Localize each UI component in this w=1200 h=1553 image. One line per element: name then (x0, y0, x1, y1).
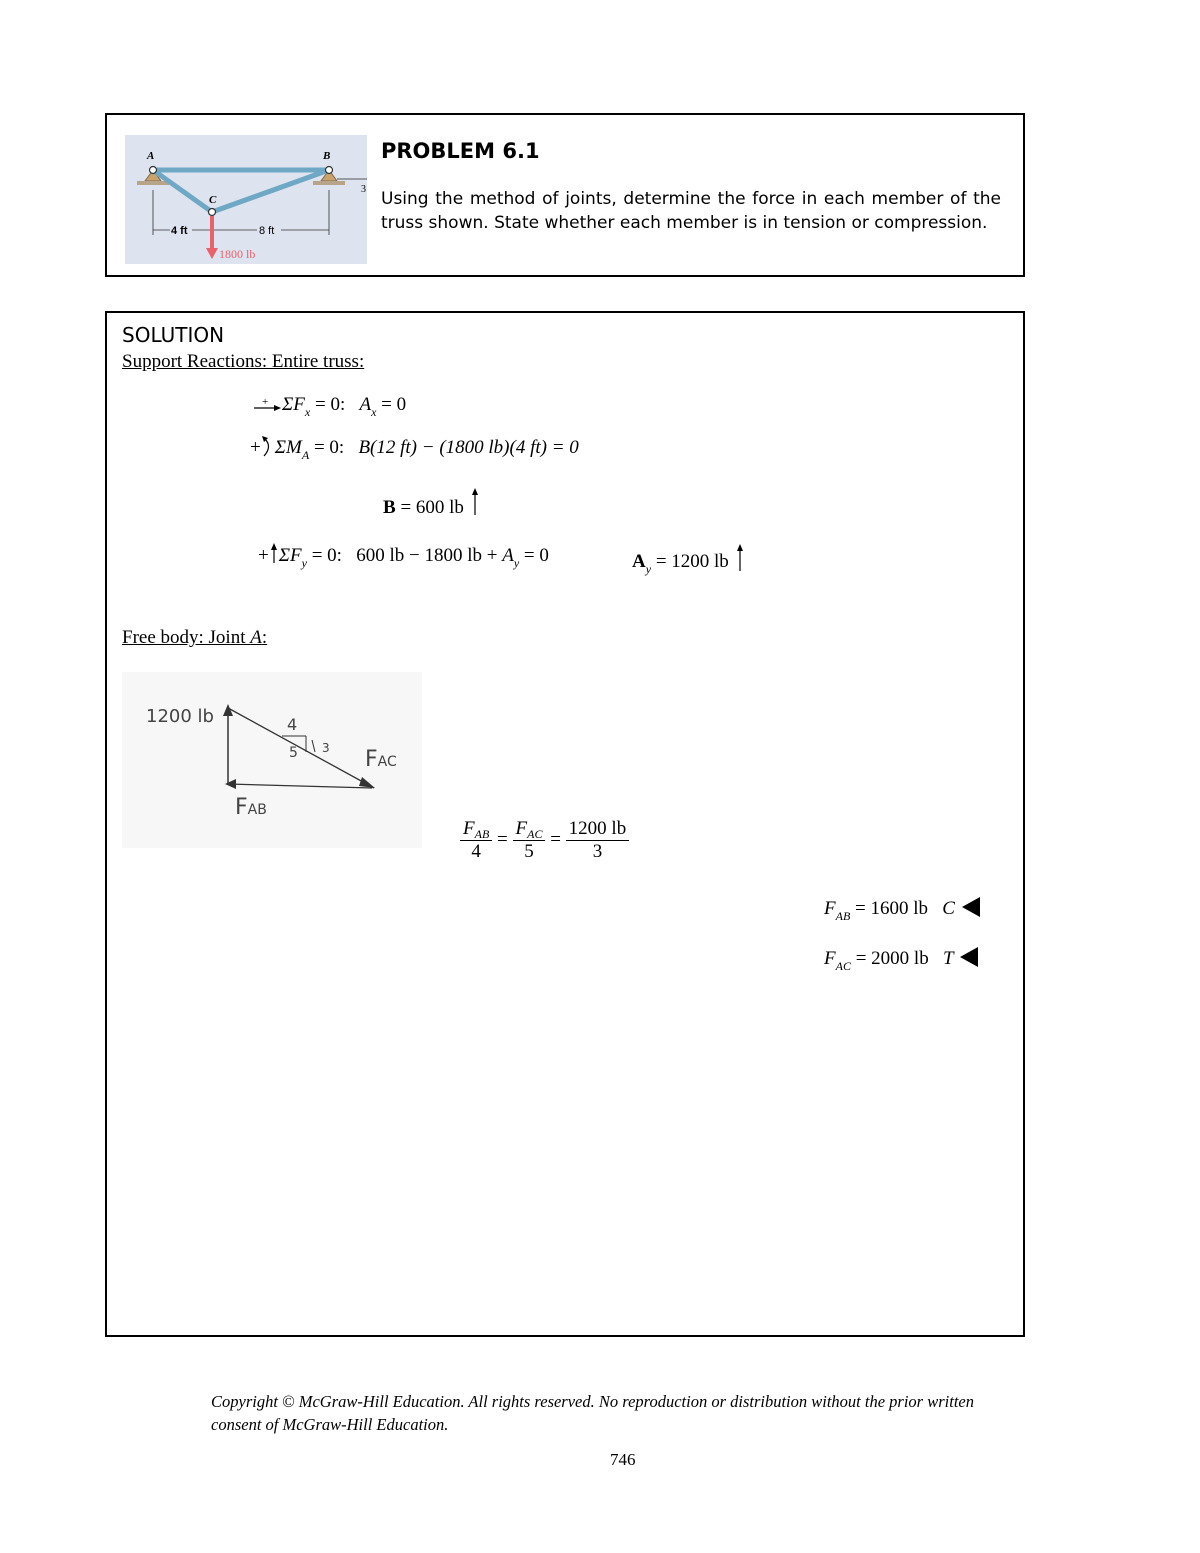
counterclockwise-moment-icon (261, 436, 275, 458)
sketch-fab: FAB (235, 795, 267, 820)
page-number: 746 (610, 1450, 636, 1469)
reaction-ay: $A_y = 1200$ lb (632, 543, 746, 573)
sketch-rise: 3 (322, 741, 330, 755)
truss-label-b: B (323, 150, 331, 162)
copyright-notice: Copyright © McGraw-Hill Education. All rights reserved. No reproduction or distribution without the prior written consent of McGraw-Hill Education. (211, 1392, 974, 1434)
dim-left: 4 ft (171, 225, 188, 237)
sketch-load-label: 1200 lb (146, 706, 214, 727)
result-fac: $F_{AC} = 2000$ lb T (824, 946, 980, 970)
up-arrow-icon (469, 487, 481, 517)
truss-label-c: C (209, 194, 217, 206)
sketch-run: 4 (287, 715, 298, 734)
right-arrow-icon (252, 396, 282, 412)
up-arrow-icon (269, 543, 279, 565)
problem-text: Using the method of joints, determine the force in each member of the truss shown. State whether each member is in tension or compression. (381, 189, 1001, 233)
sketch-fac: FAC (365, 747, 397, 772)
support-heading: Support Reactions: Entire truss: (122, 351, 365, 372)
equation-sum-fy: + $\Sigma F_y = 0$: 600 lb − 1800 lb + $A_y = 0$ (258, 545, 549, 570)
equation-sum-ma: + $\Sigma M_A = 0$: B(12 ft) − (1800 lb)(4 ft) = 0 (250, 437, 579, 462)
up-arrow-icon (734, 543, 746, 573)
equation-sum-fx: + $\Sigma F_x = 0$: $A_x = 0$ (252, 394, 406, 416)
freebody-heading: Free body: Joint A: (122, 627, 268, 648)
edge-digit: 3 (361, 184, 366, 195)
sketch-hyp: 5 (289, 745, 298, 761)
truss-label-a: A (147, 150, 155, 162)
answer-marker-icon (960, 896, 982, 918)
load-label: 1800 lb (219, 247, 256, 261)
truss-figure (125, 135, 367, 264)
reaction-b: B = 600 lb (383, 487, 481, 519)
force-triangle-sketch (122, 672, 422, 848)
problem-title: PROBLEM 6.1 (381, 139, 540, 163)
answer-marker-icon (958, 946, 980, 968)
dim-right: 8 ft (259, 225, 275, 237)
ratio-equation: $\frac{F_{AB}}{4}$ = $\frac{F_{AC}}{5}$ = $\frac{1200 lb}{3}$ (460, 818, 629, 863)
problem-box (105, 113, 1025, 277)
solution-title: SOLUTION (122, 323, 225, 347)
svg-text:+: + (262, 396, 269, 408)
result-fab: $F_{AB} = 1600$ lb C (824, 896, 982, 920)
